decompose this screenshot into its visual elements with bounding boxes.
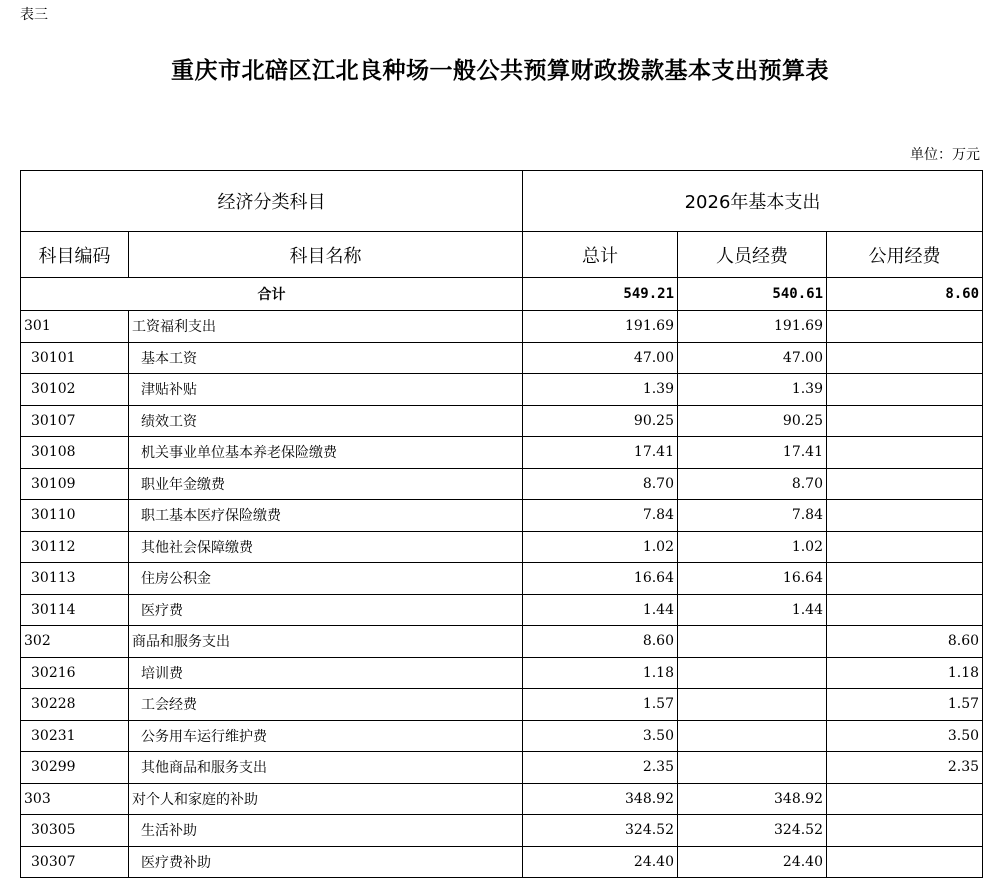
cell-code: 30114 bbox=[21, 594, 129, 626]
cell-name: 商品和服务支出 bbox=[129, 626, 523, 658]
table-row bbox=[21, 531, 983, 563]
cell-name: 公务用车运行维护费 bbox=[129, 720, 523, 752]
cell-code: 30231 bbox=[21, 720, 129, 752]
cell-total: 17.41 bbox=[523, 437, 678, 469]
table-row bbox=[21, 594, 983, 626]
total-label: 合计 bbox=[21, 278, 523, 311]
cell-total: 7.84 bbox=[523, 500, 678, 532]
cell-name: 其他商品和服务支出 bbox=[129, 752, 523, 784]
header-total: 总计 bbox=[523, 232, 678, 278]
cell-name: 工资福利支出 bbox=[129, 311, 523, 343]
cell-personnel: 7.84 bbox=[678, 500, 827, 532]
cell-name: 医疗费 bbox=[129, 594, 523, 626]
table-row bbox=[21, 437, 983, 469]
table-row bbox=[21, 500, 983, 532]
cell-public bbox=[827, 594, 983, 626]
cell-total: 1.57 bbox=[523, 689, 678, 721]
cell-personnel: 17.41 bbox=[678, 437, 827, 469]
cell-public: 2.35 bbox=[827, 752, 983, 784]
cell-public bbox=[827, 437, 983, 469]
cell-total: 8.70 bbox=[523, 468, 678, 500]
cell-name: 基本工资 bbox=[129, 342, 523, 374]
cell-total: 1.39 bbox=[523, 374, 678, 406]
cell-public: 3.50 bbox=[827, 720, 983, 752]
total-public: 8.60 bbox=[827, 278, 983, 311]
cell-public bbox=[827, 500, 983, 532]
table-row bbox=[21, 783, 983, 815]
cell-personnel bbox=[678, 657, 827, 689]
cell-total: 2.35 bbox=[523, 752, 678, 784]
cell-code: 30305 bbox=[21, 815, 129, 847]
cell-code: 30107 bbox=[21, 405, 129, 437]
cell-personnel: 16.64 bbox=[678, 563, 827, 595]
total-total: 549.21 bbox=[523, 278, 678, 311]
table-row bbox=[21, 752, 983, 784]
cell-total: 191.69 bbox=[523, 311, 678, 343]
table-number: 表三 bbox=[20, 7, 48, 23]
cell-code: 30102 bbox=[21, 374, 129, 406]
cell-total: 1.18 bbox=[523, 657, 678, 689]
cell-total: 1.02 bbox=[523, 531, 678, 563]
cell-name: 其他社会保障缴费 bbox=[129, 531, 523, 563]
header-row-top bbox=[21, 171, 983, 232]
cell-name: 职业年金缴费 bbox=[129, 468, 523, 500]
cell-code: 30108 bbox=[21, 437, 129, 469]
cell-name: 对个人和家庭的补助 bbox=[129, 783, 523, 815]
cell-public bbox=[827, 815, 983, 847]
table-row bbox=[21, 563, 983, 595]
cell-code: 30101 bbox=[21, 342, 129, 374]
table-row bbox=[21, 374, 983, 406]
cell-public bbox=[827, 783, 983, 815]
cell-total: 90.25 bbox=[523, 405, 678, 437]
total-personnel: 540.61 bbox=[678, 278, 827, 311]
cell-personnel: 1.44 bbox=[678, 594, 827, 626]
header-personnel: 人员经费 bbox=[678, 232, 827, 278]
cell-total: 324.52 bbox=[523, 815, 678, 847]
cell-personnel: 324.52 bbox=[678, 815, 827, 847]
cell-code: 30113 bbox=[21, 563, 129, 595]
cell-code: 30299 bbox=[21, 752, 129, 784]
table-row bbox=[21, 657, 983, 689]
cell-personnel: 90.25 bbox=[678, 405, 827, 437]
cell-personnel: 348.92 bbox=[678, 783, 827, 815]
total-row bbox=[21, 278, 983, 311]
cell-personnel: 47.00 bbox=[678, 342, 827, 374]
cell-public bbox=[827, 468, 983, 500]
header-public: 公用经费 bbox=[827, 232, 983, 278]
document-title: 重庆市北碚区江北良种场一般公共预算财政拨款基本支出预算表 bbox=[171, 57, 829, 84]
cell-personnel bbox=[678, 626, 827, 658]
unit-label: 单位：万元 bbox=[910, 147, 980, 163]
cell-total: 1.44 bbox=[523, 594, 678, 626]
cell-personnel bbox=[678, 720, 827, 752]
header-year-expenditure: 2026年基本支出 bbox=[523, 171, 983, 232]
table-row bbox=[21, 720, 983, 752]
header-code: 科目编码 bbox=[21, 232, 129, 278]
cell-name: 工会经费 bbox=[129, 689, 523, 721]
cell-personnel bbox=[678, 752, 827, 784]
cell-code: 30228 bbox=[21, 689, 129, 721]
cell-public: 1.57 bbox=[827, 689, 983, 721]
cell-total: 8.60 bbox=[523, 626, 678, 658]
cell-personnel bbox=[678, 689, 827, 721]
cell-code: 302 bbox=[21, 626, 129, 658]
table-row bbox=[21, 626, 983, 658]
cell-code: 30109 bbox=[21, 468, 129, 500]
cell-name: 培训费 bbox=[129, 657, 523, 689]
cell-personnel: 191.69 bbox=[678, 311, 827, 343]
table-row bbox=[21, 815, 983, 847]
cell-code: 30112 bbox=[21, 531, 129, 563]
cell-name: 机关事业单位基本养老保险缴费 bbox=[129, 437, 523, 469]
cell-code: 30216 bbox=[21, 657, 129, 689]
cell-name: 绩效工资 bbox=[129, 405, 523, 437]
cell-personnel: 8.70 bbox=[678, 468, 827, 500]
cell-public bbox=[827, 405, 983, 437]
table-row bbox=[21, 342, 983, 374]
header-name: 科目名称 bbox=[129, 232, 523, 278]
cell-public bbox=[827, 846, 983, 878]
cell-code: 30110 bbox=[21, 500, 129, 532]
cell-public bbox=[827, 342, 983, 374]
cell-public: 8.60 bbox=[827, 626, 983, 658]
cell-personnel: 1.02 bbox=[678, 531, 827, 563]
cell-total: 47.00 bbox=[523, 342, 678, 374]
cell-total: 16.64 bbox=[523, 563, 678, 595]
cell-public bbox=[827, 563, 983, 595]
cell-name: 住房公积金 bbox=[129, 563, 523, 595]
cell-public bbox=[827, 531, 983, 563]
table-row bbox=[21, 846, 983, 878]
table-row bbox=[21, 689, 983, 721]
cell-name: 医疗费补助 bbox=[129, 846, 523, 878]
table-row bbox=[21, 311, 983, 343]
cell-public bbox=[827, 311, 983, 343]
cell-code: 30307 bbox=[21, 846, 129, 878]
cell-total: 24.40 bbox=[523, 846, 678, 878]
cell-name: 职工基本医疗保险缴费 bbox=[129, 500, 523, 532]
header-row-sub bbox=[21, 232, 983, 278]
cell-personnel: 1.39 bbox=[678, 374, 827, 406]
cell-public bbox=[827, 374, 983, 406]
header-economic-category: 经济分类科目 bbox=[21, 171, 523, 232]
cell-total: 348.92 bbox=[523, 783, 678, 815]
table-row bbox=[21, 468, 983, 500]
cell-personnel: 24.40 bbox=[678, 846, 827, 878]
cell-name: 生活补助 bbox=[129, 815, 523, 847]
cell-code: 303 bbox=[21, 783, 129, 815]
cell-code: 301 bbox=[21, 311, 129, 343]
cell-public: 1.18 bbox=[827, 657, 983, 689]
budget-table bbox=[20, 170, 983, 878]
cell-name: 津贴补贴 bbox=[129, 374, 523, 406]
cell-total: 3.50 bbox=[523, 720, 678, 752]
table-row bbox=[21, 405, 983, 437]
